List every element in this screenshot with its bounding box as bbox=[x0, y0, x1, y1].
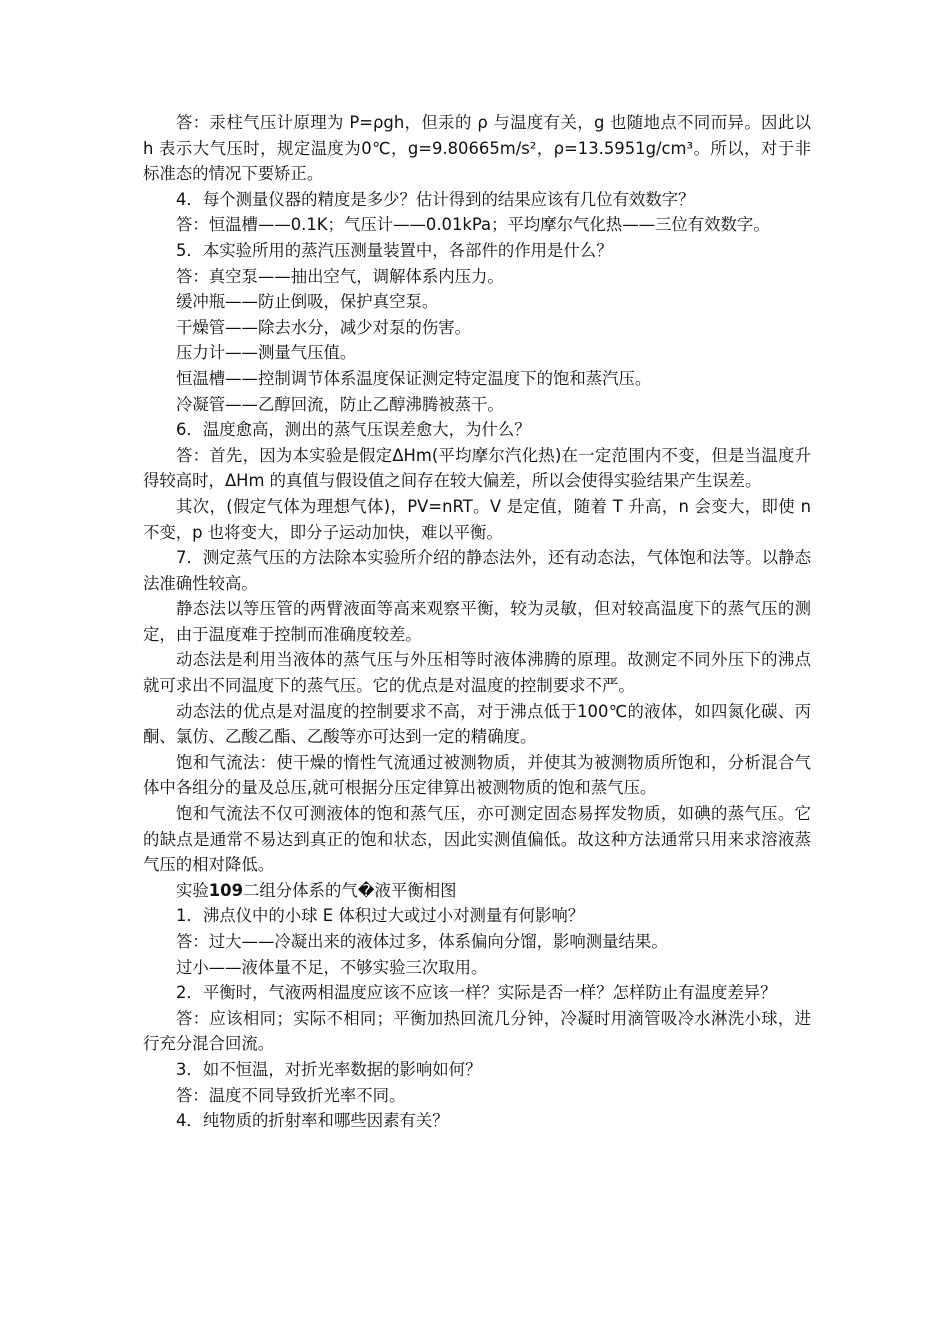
paragraph-q1-boiling-flask: 1．沸点仪中的小球 E 体积过大或过小对测量有何影响？ bbox=[176, 906, 585, 926]
paragraph-question-4: 4．每个测量仪器的精度是多少？估计得到的结果应该有几位有效数字？ bbox=[176, 189, 695, 209]
section-heading-number: 109 bbox=[208, 880, 243, 900]
paragraph-answer-4: 答：恒温槽——0.1K；气压计——0.01kPa；平均摩尔气化热——三位有效数字。 bbox=[176, 215, 770, 235]
section-heading bbox=[143, 878, 811, 904]
paragraph-gas-saturation-detail: 饱和气流法不仅可测液体的饱和蒸气压，亦可测定固态易挥发物质，如碘的蒸气压。它的缺点是通常不易达到真正的饱和状态，因此实测值偏低。故这种方法通常只用来求溶液蒸气压的相对降低。 bbox=[143, 804, 811, 875]
paragraph-a1-too-small: 过小——液体量不足，不够实验三次取用。 bbox=[176, 957, 488, 977]
paragraph-thermostat: 恒温槽——控制调节体系温度保证测定特定温度下的饱和蒸汽压。 bbox=[176, 368, 652, 388]
paragraph-answer-5-pump: 答：真空泵——抽出空气，调解体系内压力。 bbox=[176, 266, 504, 286]
paragraph-static-method: 静态法以等压管的两臂液面等高来观察平衡，较为灵敏，但对较高温度下的蒸气压的测定，由于温度难于控制而准确度较差。 bbox=[143, 599, 811, 644]
paragraph-a3-constant-temp: 答：温度不同导致折光率不同。 bbox=[176, 1085, 406, 1105]
paragraph-dynamic-method: 动态法是利用当液体的蒸气压与外压相等时液体沸腾的原理。故测定不同外压下的沸点就可求出不同温度下的蒸气压。它的优点是对温度的控制要求不严。 bbox=[143, 650, 811, 696]
document-body bbox=[143, 110, 811, 1134]
paragraph-question-7: 7．测定蒸气压的方法除本实验所介绍的静态法外，还有动态法，气体饱和法等。以静态法准确性较高。 bbox=[143, 548, 811, 593]
paragraph-answer-6-first: 答：首先，因为本实验是假定ΔHm(平均摩尔汽化热)在一定范围内不变，但是当温度升得较高时，ΔHm 的真值与假设值之间存在较大偏差，所以会使得实验结果产生误差。 bbox=[143, 445, 811, 491]
paragraph-answer-6-second: 其次，(假定气体为理想气体)，PV=nRT。V 是定值，随着 T 升高，n 会变大，即使 n 不变，p 也将变大，即分子运动加快，难以平衡。 bbox=[143, 496, 811, 542]
paragraph-drying-tube: 干燥管——除去水分，减少对泵的伤害。 bbox=[176, 317, 472, 337]
paragraph-q2-equilibrium: 2．平衡时，气液两相温度应该不应该一样？实际是否一样？怎样防止有温度差异？ bbox=[176, 983, 777, 1003]
section-heading-title: 二组分体系的气�液平衡相图 bbox=[243, 880, 457, 900]
paragraph-question-5: 5．本实验所用的蒸汽压测量装置中，各部件的作用是什么？ bbox=[176, 240, 613, 260]
paragraph-condenser: 冷凝管——乙醇回流，防止乙醇沸腾被蒸干。 bbox=[176, 394, 504, 414]
paragraph-q3-constant-temp: 3．如不恒温，对折光率数据的影响如何？ bbox=[176, 1059, 482, 1079]
paragraph-buffer-bottle: 缓冲瓶——防止倒吸，保护真空泵。 bbox=[176, 292, 439, 312]
paragraph-gas-saturation: 饱和气流法：使干燥的惰性气流通过被测物质，并使其为被测物质所饱和，分析混合气体中各组分的量及总压,就可根据分压定律算出被测物质的饱和蒸气压。 bbox=[143, 752, 811, 798]
paragraph-q4-refractive-index: 4．纯物质的折射率和哪些因素有关？ bbox=[176, 1111, 449, 1131]
paragraph-a1-too-large: 答：过大——冷凝出来的液体过多，体系偏向分馏，影响测量结果。 bbox=[176, 932, 668, 951]
paragraph-question-6: 6．温度愈高，测出的蒸气压误差愈大，为什么？ bbox=[176, 420, 531, 440]
section-heading-prefix: 实验 bbox=[176, 880, 209, 900]
paragraph-a2-equilibrium: 答：应该相同；实际不相同；平衡加热回流几分钟，冷凝时用滴管吸冷水淋洗小球，进行充分混合回流。 bbox=[143, 1008, 811, 1054]
paragraph-answer-barometer: 答：汞柱气压计原理为 P=ρgh，但汞的 ρ 与温度有关，g 也随地点不同而异。因此以 h 表示大气压时，规定温度为0℃，g=9.80665m/s²，ρ=13.5951g/cm³。所以，对于非标准态的情况下要矫正。 bbox=[143, 113, 811, 184]
paragraph-dynamic-advantage: 动态法的优点是对温度的控制要求不高，对于沸点低于100℃的液体，如四氮化碳、丙酮、氯仿、乙酸乙酯、乙酸等亦可达到一定的精确度。 bbox=[143, 701, 811, 747]
paragraph-pressure-gauge: 压力计——测量气压值。 bbox=[176, 343, 357, 363]
